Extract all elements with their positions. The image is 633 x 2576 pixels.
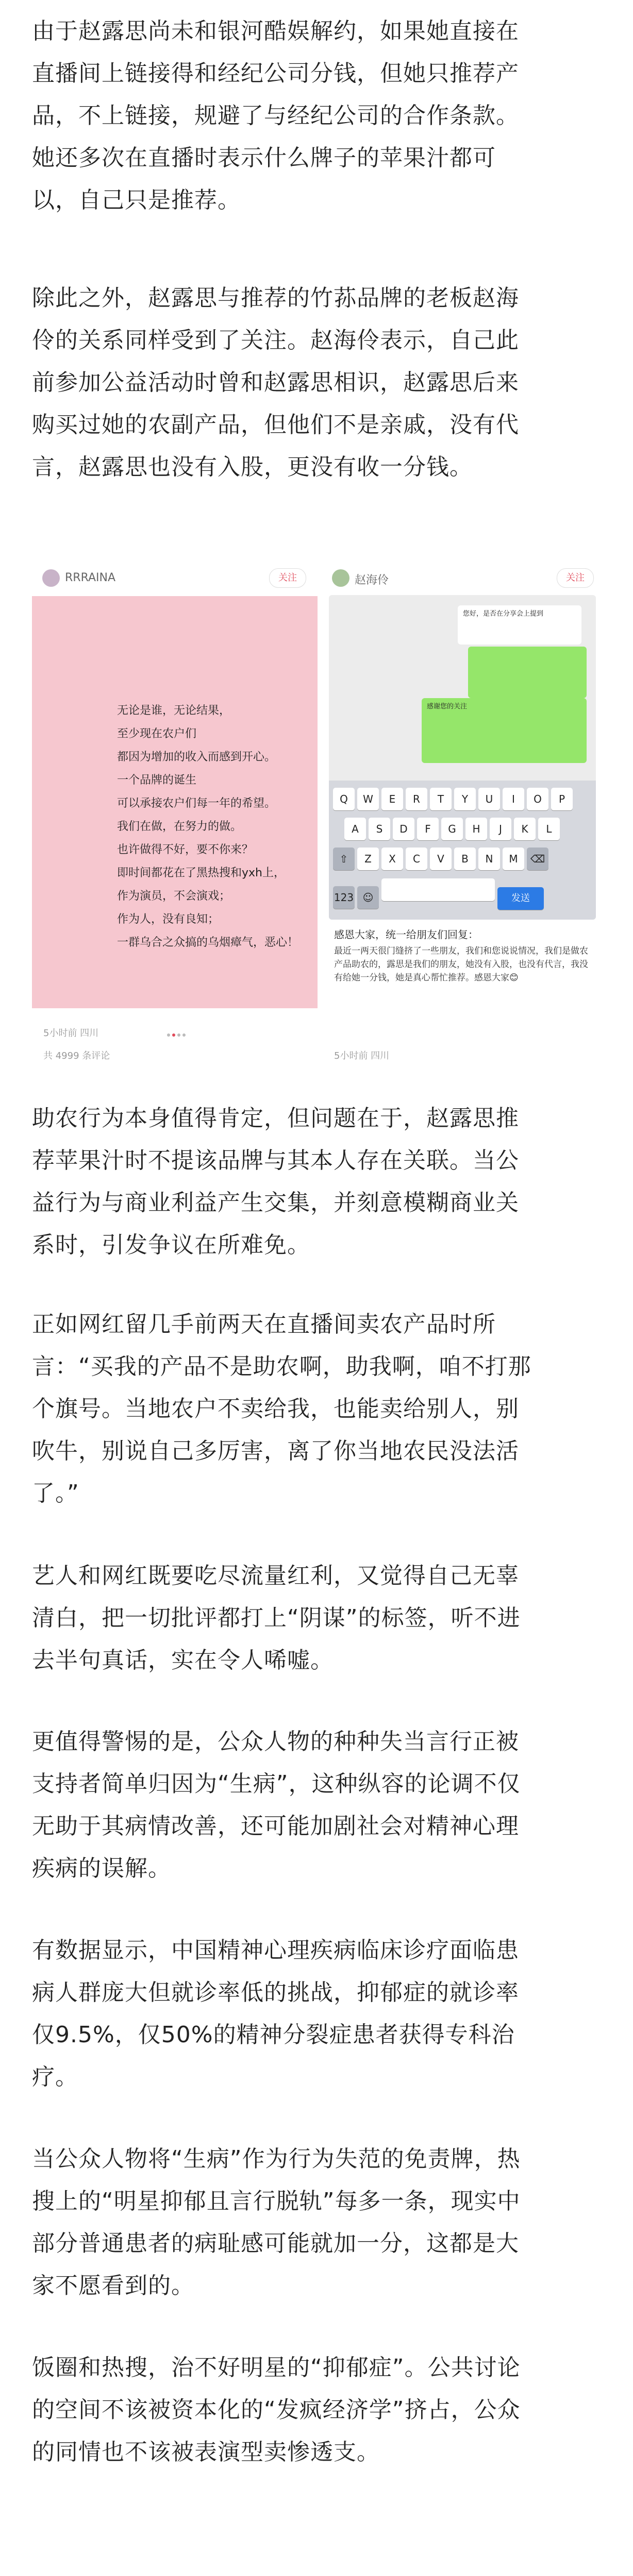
post-text — [334, 928, 592, 985]
follow-button[interactable]: 关注 — [557, 568, 594, 588]
paragraph-line: 品，不上链接，规避了与经纪公司的合作条款。 — [32, 103, 519, 129]
paragraph — [32, 1303, 603, 1515]
paragraph-line: 仅9.5%，仅50%的精神分裂症患者获得专科治 — [32, 2022, 515, 2048]
paragraph — [32, 1929, 603, 2098]
paragraph — [32, 10, 603, 222]
post-image — [32, 596, 318, 1008]
paragraph-line: 更值得警惕的是，公众人物的种种失当言行正被 — [32, 1728, 519, 1755]
paragraph-line: 言，赵露思也没有入股，更没有收一分钱。 — [32, 454, 473, 480]
post-text-line: 一群乌合之众搞的乌烟瘴气，恶心！ — [117, 936, 299, 949]
avatar — [332, 569, 349, 587]
paragraph-line: 清白，把一切批评都打上“阴谋”的标签，听不进 — [32, 1605, 521, 1631]
post-username: 赵海伶 — [355, 574, 389, 587]
post-header — [32, 559, 318, 596]
paragraph-line: 当公众人物将“生病”作为行为失范的免责牌，热 — [32, 2146, 521, 2172]
paragraph-line: 系时，引发争议在所难免。 — [32, 1232, 310, 1258]
paragraph-line: 去半句真话，实在令人唏嘘。 — [32, 1647, 334, 1673]
paragraph-line: 疾病的误解。 — [32, 1855, 171, 1882]
left-screenshot — [32, 559, 318, 1070]
post-title: 感恩大家，统一给朋友们回复： — [334, 928, 478, 941]
paragraph-line: 搜上的“明星抑郁且言行脱轨”每多一条，现实中 — [32, 2188, 521, 2214]
chat-screenshot — [329, 595, 596, 920]
post-text-line: 可以承接农户们每一年的希望。 — [117, 797, 276, 810]
paragraph-line: 荐苹果汁时不提该品牌与其本人存在关联。当公 — [32, 1147, 519, 1174]
paragraph-line: 的同情也不该被表演型卖惨透支。 — [32, 2439, 380, 2465]
paragraph-line: 她还多次在直播时表示什么牌子的苹果汁都可 — [32, 145, 496, 171]
paragraph-line: 购买过她的农副产品，但他们不是亲戚，没有代 — [32, 412, 519, 438]
paragraph-line: 由于赵露思尚未和银河酷娱解约，如果她直接在 — [32, 18, 519, 44]
comment-count: 共 4999 条评论 — [43, 1050, 110, 1061]
chat-bubble: 您好，是否在分享会上提到 — [458, 605, 581, 645]
paragraph-line: 前参加公益活动时曾和赵露思相识，赵露思后来 — [32, 369, 519, 396]
post-text-line: 作为演员，不会演戏； — [117, 890, 231, 903]
paragraph-line: 有数据显示，中国精神心理疾病临床诊疗面临患 — [32, 1937, 519, 1963]
follow-button[interactable]: 关注 — [269, 568, 306, 588]
post-username: RRRAINA — [65, 571, 116, 584]
paragraph-line: 以，自己只是推荐。 — [32, 187, 241, 213]
post-text-line: 无论是谁，无论结果， — [117, 704, 231, 717]
chat-bubble — [468, 647, 587, 698]
post-text-line: 也许做得不好，要不你来？ — [117, 843, 254, 856]
paragraph-line: 支持者简单归因为“生病”，这种纵容的论调不仅 — [32, 1771, 521, 1797]
paragraph-line: 正如网红留几手前两天在直播间卖农产品时所 — [32, 1311, 496, 1337]
post-text-line: 我们在做，在努力的做。 — [117, 820, 242, 833]
paragraph-line: 伶的关系同样受到了关注。赵海伶表示，自己此 — [32, 327, 519, 353]
paragraph — [32, 1555, 603, 1682]
post-text — [117, 699, 313, 954]
paragraph-line: 益行为与商业利益产生交集，并刻意模糊商业关 — [32, 1190, 519, 1216]
paragraph — [32, 1097, 603, 1266]
paragraph-line: 饭圈和热搜，治不好明星的“抑郁症”。公共讨论 — [32, 2354, 521, 2381]
carousel-dots — [167, 1029, 188, 1033]
paragraph-line: 吹牛，别说自己多厉害，离了你当地农民没法活 — [32, 1438, 519, 1464]
paragraph-line: 个旗号。当地农户不卖给我，也能卖给别人，别 — [32, 1396, 519, 1422]
paragraph — [32, 1721, 603, 1890]
embedded-screenshot — [32, 559, 603, 1070]
paragraph-line: 家不愿看到的。 — [32, 2273, 194, 2299]
paragraph-line: 艺人和网红既要吃尽流量红利，又觉得自己无辜 — [32, 1563, 519, 1589]
post-text-line: 都因为增加的收入而感到开心。 — [117, 751, 276, 764]
post-meta: 5小时前 四川 — [334, 1050, 390, 1061]
paragraph-line: 除此之外，赵露思与推荐的竹荪品牌的老板赵海 — [32, 285, 519, 311]
paragraph-line: 疗。 — [32, 2064, 78, 2090]
paragraph-line: 直播间上链接得和经纪公司分钱，但她只推荐产 — [32, 60, 519, 87]
avatar — [42, 569, 60, 587]
post-body: 最近一两天很门缝挤了一些朋友，我们和您说说情况，我们是做农产品助农的，露思是我们的朋友，她没有入股，也没有代言，我没有给她一分钱，她是真心帮忙推荐。感恩大家😊 — [334, 946, 588, 983]
paragraph-line: 了。” — [32, 1480, 79, 1506]
paragraph-line: 的空间不该被资本化的“发疯经济学”挤占，公众 — [32, 2397, 521, 2423]
paragraph — [32, 2347, 603, 2473]
post-text-line: 至少现在农户们 — [117, 727, 197, 740]
post-text-line: 一个品牌的诞生 — [117, 774, 197, 787]
paragraph-line: 部分普通患者的病耻感可能就加一分，这都是大 — [32, 2230, 519, 2257]
right-screenshot — [322, 559, 603, 1070]
post-meta: 5小时前 四川 — [43, 1028, 99, 1039]
keyboard: Q W E R T Y U I O P A S D F G H J K L ⇧ Z X C V B N M ⌫ 123 ☺ 发送 — [329, 781, 596, 920]
paragraph-line: 无助于其病情改善，还可能加剧社会对精神心理 — [32, 1813, 519, 1839]
chat-bubble: 感谢您的关注 — [422, 698, 587, 763]
post-text-line: 作为人，没有良知； — [117, 913, 220, 926]
paragraph-line: 言：“买我的产品不是助农啊，助我啊，咱不打那 — [32, 1353, 531, 1380]
paragraph-line: 病人群庞大但就诊率低的挑战，抑郁症的就诊率 — [32, 1979, 519, 2006]
paragraph-line: 助农行为本身值得肯定，但问题在于，赵露思推 — [32, 1105, 519, 1131]
post-text-line: 即时间都花在了黑热搜和yxh上， — [117, 867, 285, 879]
paragraph — [32, 277, 603, 488]
paragraph — [32, 2138, 603, 2307]
